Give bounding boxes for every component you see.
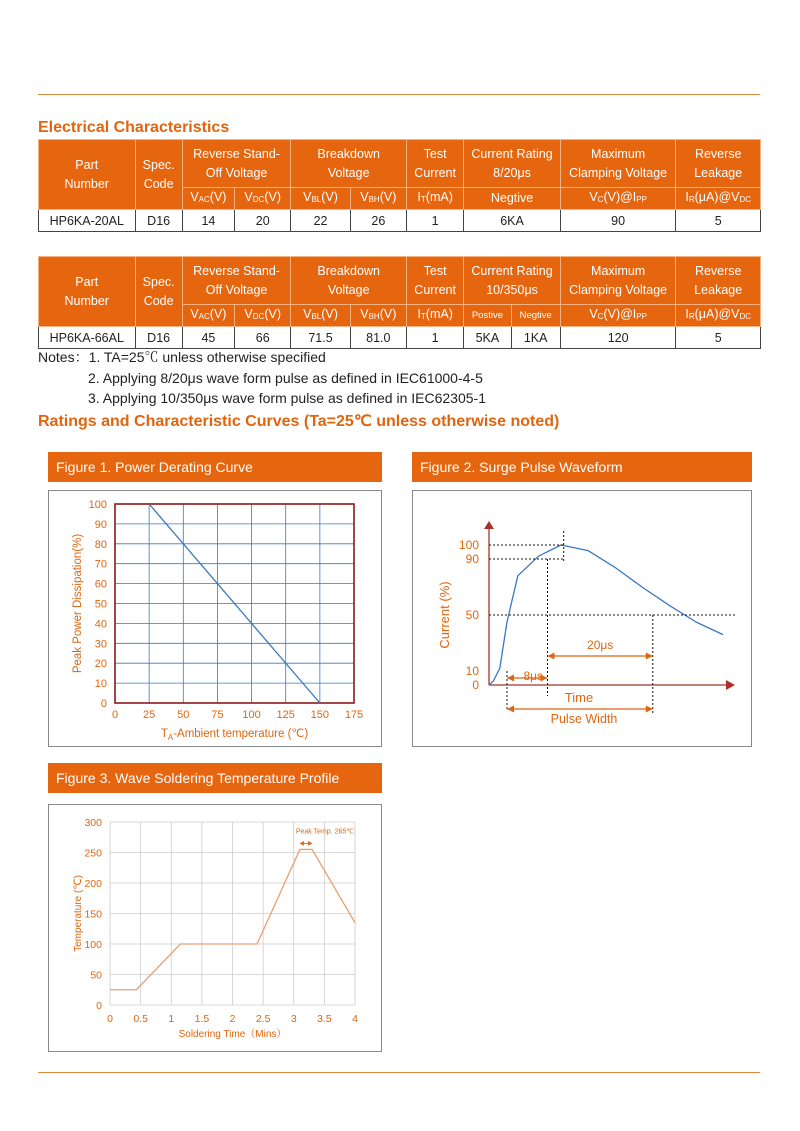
th-clamping: Maximum Clamping Voltage	[560, 257, 676, 305]
sym-vc: $V_C(V)@I_{PP}$	[560, 188, 676, 210]
th-part: Part Number	[39, 140, 136, 210]
th-rating: Current Rating 8/20μs	[464, 140, 561, 188]
x-tick-label: 100	[242, 709, 261, 721]
notes	[38, 347, 486, 409]
top-divider	[38, 94, 760, 95]
cell-vac: 45	[182, 327, 234, 349]
x-axis-label: $T_A$-Ambient temperature (℃)	[160, 728, 309, 742]
x-tick-label: 1.5	[194, 1013, 210, 1025]
table-row	[39, 327, 761, 349]
x-tick-label: 0	[111, 709, 119, 721]
x-tick-label: 2.5	[255, 1013, 271, 1025]
cell-vbl: 71.5	[291, 327, 350, 349]
cell-vbh: 81.0	[350, 327, 406, 349]
cell-vdc: 20	[235, 210, 291, 232]
th-spec: Spec. Code	[135, 140, 182, 210]
cell-it: 1	[406, 327, 463, 349]
cell-rating: 6KA	[464, 210, 561, 232]
electrical-table-2	[38, 256, 761, 349]
sym-postive: Postive	[464, 305, 511, 327]
sym-vac: $V_{AC}(V)$	[182, 305, 234, 327]
cell-negtive: 1KA	[511, 327, 560, 349]
sym-vac: $V_{AC}(V)$	[182, 188, 234, 210]
y-tick-label: 40	[94, 618, 107, 631]
y-tick-label: 80	[94, 538, 107, 551]
x-tick-label: 75	[211, 709, 224, 721]
fig3-header: Figure 3. Wave Soldering Temperature Profile	[48, 763, 382, 793]
fig1-header: Figure 1. Power Derating Curve	[48, 452, 382, 482]
th-spec: Spec. Code	[135, 257, 182, 327]
x-tick-label: 3	[290, 1013, 297, 1025]
peak-marker-arrow-left	[300, 841, 304, 846]
y-tick-label: 150	[84, 908, 102, 921]
sym-vc: $V_C(V)@I_{PP}$	[560, 305, 676, 327]
cell-spec: D16	[135, 210, 182, 232]
x-tick-label: 0	[107, 1013, 113, 1025]
y-tick-label: 70	[94, 558, 107, 571]
y-tick-label: 300	[84, 817, 102, 829]
cell-vc: 120	[560, 327, 676, 349]
y-tick-label: 0	[96, 1000, 102, 1012]
y-tick-label: 10	[465, 664, 479, 678]
cell-vc: 90	[560, 210, 676, 232]
span-20us-arrow-right	[646, 653, 653, 660]
fig2-header: Figure 2. Surge Pulse Waveform	[412, 452, 752, 482]
note-1: Notes：1. TA=25℃ unless otherwise specified	[38, 349, 326, 365]
th-leakage: Reverse Leakage	[676, 140, 761, 188]
th-part: Part Number	[39, 257, 136, 327]
cell-vbl: 22	[291, 210, 350, 232]
x-tick-label: 1	[168, 1013, 175, 1025]
peak-marker-arrow-right	[308, 841, 312, 846]
sym-it: $I_T(mA)$	[406, 188, 463, 210]
x-tick-label: 3.5	[317, 1013, 332, 1025]
soldering-profile-chart	[49, 805, 381, 1051]
y-tick-label: 10	[94, 678, 107, 691]
x-tick-label: 2	[229, 1013, 236, 1025]
x-tick-label: 0.5	[133, 1013, 148, 1025]
sym-it: $I_T(mA)$	[406, 305, 463, 327]
y-tick-label: 250	[84, 847, 102, 860]
span-20us-arrow-left	[548, 653, 555, 660]
span-20us-label: 20μs	[587, 638, 614, 652]
y-tick-label: 90	[94, 518, 107, 531]
y-tick-label: 20	[94, 658, 107, 671]
cell-vdc: 66	[235, 327, 291, 349]
cell-postive: 5KA	[464, 327, 511, 349]
cell-vbh: 26	[350, 210, 406, 232]
surge-pulse-chart	[413, 491, 751, 746]
sym-negtive: Negtive	[511, 305, 560, 327]
y-axis-label: Peak Power Dissipation(%)	[72, 533, 84, 674]
sym-vbl: $V_{BL}(V)$	[291, 305, 350, 327]
sym-vbh: $V_{BH}(V)$	[350, 305, 406, 327]
note-3: 3. Applying 10/350μs wave form pulse as defined in IEC62305-1	[88, 390, 486, 406]
y-tick-label: 100	[458, 538, 479, 552]
span-8us-label: 8μs	[523, 669, 544, 683]
table-row	[39, 210, 761, 232]
th-standoff: Reverse Stand- Off Voltage	[182, 257, 291, 305]
x-tick-label: 50	[177, 709, 190, 721]
x-axis-label: Soldering Time（Mins）	[178, 1029, 287, 1040]
power-derating-chart	[49, 491, 381, 746]
cell-it: 1	[406, 210, 463, 232]
electrical-title: Electrical Characteristics	[38, 119, 230, 136]
y-tick-label: 0	[472, 678, 479, 692]
sym-vbl: $V_{BL}(V)$	[291, 188, 350, 210]
fig2-box	[412, 490, 752, 747]
pulse-width-label: Pulse Width	[550, 712, 618, 726]
y-tick-label: 60	[94, 578, 107, 591]
th-leakage: Reverse Leakage	[676, 257, 761, 305]
th-clamping: Maximum Clamping Voltage	[560, 140, 676, 188]
sym-ir: $I_R(\mu A)@V_{DC}$	[676, 305, 761, 327]
x-tick-label: 150	[310, 709, 330, 721]
th-breakdown: Breakdown Voltage	[291, 257, 407, 305]
y-axis-label: Current (%)	[437, 581, 452, 649]
x-axis-arrow	[726, 680, 735, 690]
y-tick-label: 50	[90, 969, 102, 982]
cell-ir: 5	[676, 210, 761, 232]
electrical-table-1	[38, 139, 761, 232]
x-tick-label: 4	[352, 1013, 358, 1025]
th-standoff: Reverse Stand- Off Voltage	[182, 140, 291, 188]
th-test: Test Current	[406, 140, 463, 188]
note-2: 2. Applying 8/20μs wave form pulse as defined in IEC61000-4-5	[88, 369, 483, 386]
y-tick-label: 200	[84, 878, 102, 890]
y-tick-label: 100	[84, 939, 102, 951]
y-tick-label: 50	[465, 608, 479, 622]
sym-vbh: $V_{BH}(V)$	[350, 188, 406, 210]
x-tick-label: 175	[344, 709, 364, 721]
sym-vdc: $V_{DC}(V)$	[235, 188, 291, 210]
y-tick-label: 90	[465, 552, 479, 566]
y-tick-label: 30	[94, 638, 107, 651]
x-tick-label: 25	[143, 709, 156, 721]
ratings-title: Ratings and Characteristic Curves (Ta=25℃ unless otherwise noted)	[38, 413, 560, 430]
x-tick-label: 125	[276, 709, 295, 721]
x-axis-label: Time	[564, 690, 594, 705]
span-8us-arrow-left	[507, 675, 514, 682]
span-pulse-width-arrow-right	[646, 706, 653, 713]
fig1-box	[48, 490, 382, 747]
cell-spec: D16	[135, 327, 182, 349]
y-axis-arrow	[484, 521, 494, 529]
th-test: Test Current	[406, 257, 463, 305]
th-breakdown: Breakdown Voltage	[291, 140, 407, 188]
y-tick-label: 100	[88, 499, 107, 511]
y-tick-label: 0	[100, 698, 107, 710]
sym-ir: $I_R(\mu A)@V_{DC}$	[676, 188, 761, 210]
cell-vac: 14	[182, 210, 234, 232]
bottom-divider	[38, 1072, 760, 1073]
peak-temp-label: Peak Temp. 265℃	[295, 828, 355, 836]
cell-ir: 5	[676, 327, 761, 349]
fig3-box	[48, 804, 382, 1052]
th-rating: Current Rating 10/350μs	[464, 257, 561, 305]
cell-part: HP6KA-20AL	[39, 210, 136, 232]
y-axis-label: Temperature (℃)	[73, 875, 84, 952]
span-pulse-width-arrow-left	[507, 706, 514, 713]
y-tick-label: 50	[94, 598, 107, 611]
sym-vdc: $V_{DC}(V)$	[235, 305, 291, 327]
cell-part: HP6KA-66AL	[39, 327, 136, 349]
sym-negtive: Negtive	[464, 188, 561, 210]
